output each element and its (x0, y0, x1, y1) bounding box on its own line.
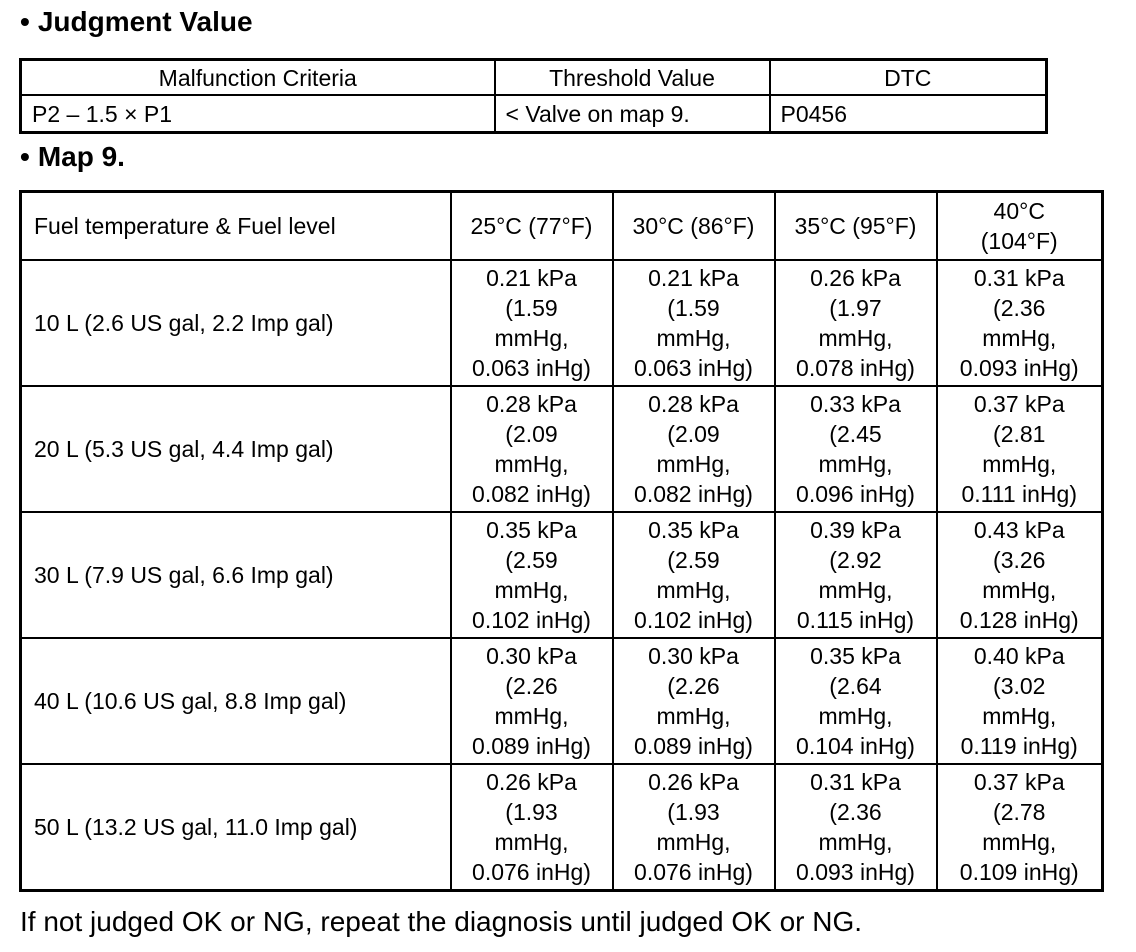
pressure-value-line: (2.45 (829, 421, 882, 447)
pressure-value-line: (3.02 (993, 673, 1046, 699)
pressure-value-line: (2.92 (829, 547, 882, 573)
pressure-value-line: 0.128 inHg) (959, 607, 1079, 633)
map-9-heading (20, 141, 125, 173)
map-row (21, 512, 1103, 638)
pressure-value-line: 0.063 inHg) (634, 355, 753, 381)
bullet-icon: • (20, 141, 30, 172)
pressure-threshold-cell (775, 764, 937, 891)
pressure-value-line: 0.26 kPa (810, 265, 901, 291)
pressure-value-line: (2.64 (829, 673, 882, 699)
pressure-value-line: (2.36 (993, 295, 1046, 321)
pressure-value-line: (2.59 (505, 547, 558, 573)
pressure-value-line: (1.59 (667, 295, 720, 321)
pressure-value-line: (2.09 (505, 421, 558, 447)
pressure-value-line: 0.43 kPa (973, 517, 1065, 543)
fuel-level-label: 10 L (2.6 US gal, 2.2 Imp gal) (21, 260, 451, 386)
malfunction-criteria-cell: P2 – 1.5 × P1 (21, 95, 495, 133)
pressure-threshold-cell (451, 638, 613, 764)
pressure-value-line: 0.096 inHg) (796, 481, 915, 507)
pressure-value-line: mmHg, (982, 325, 1057, 351)
pressure-value-line: (1.59 (505, 295, 558, 321)
fuel-level-label: 20 L (5.3 US gal, 4.4 Imp gal) (21, 386, 451, 512)
pressure-value-line: 0.37 kPa (973, 769, 1065, 795)
pressure-threshold-cell (775, 260, 937, 386)
pressure-value-line: 0.40 kPa (973, 643, 1065, 669)
pressure-value-line: 0.115 inHg) (796, 607, 915, 633)
temperature-header-line: 30°C (86°F) (632, 213, 755, 239)
map-9-title: Map 9. (37, 141, 125, 172)
pressure-value-line: mmHg, (656, 325, 731, 351)
pressure-threshold-cell (451, 386, 613, 512)
pressure-threshold-cell (937, 260, 1103, 386)
pressure-value-line: mmHg, (982, 703, 1057, 729)
pressure-value-line: (1.93 (505, 799, 558, 825)
pressure-value-line: (2.59 (667, 547, 720, 573)
pressure-value-line: 0.31 kPa (810, 769, 901, 795)
pressure-value-line: mmHg, (982, 829, 1057, 855)
judgment-value-title: Judgment Value (37, 6, 253, 37)
bullet-icon: • (20, 6, 30, 37)
pressure-value-line: 0.21 kPa (486, 265, 577, 291)
fuel-level-label: 40 L (10.6 US gal, 8.8 Imp gal) (21, 638, 451, 764)
pressure-value-line: 0.35 kPa (648, 517, 739, 543)
pressure-value-line: 0.26 kPa (648, 769, 739, 795)
temperature-header-line: 35°C (95°F) (794, 213, 917, 239)
pressure-value-line: mmHg, (818, 451, 893, 477)
pressure-value-line: mmHg, (494, 703, 569, 729)
pressure-value-line: 0.119 inHg) (960, 733, 1078, 759)
pressure-value-line: 0.30 kPa (486, 643, 577, 669)
judgment-header-row (21, 60, 1047, 96)
map-header-row (21, 192, 1103, 261)
pressure-value-line: 0.26 kPa (486, 769, 577, 795)
pressure-value-line: mmHg, (656, 829, 731, 855)
pressure-value-line: (2.78 (993, 799, 1046, 825)
pressure-threshold-cell (613, 638, 775, 764)
fuel-level-label: 50 L (13.2 US gal, 11.0 Imp gal) (21, 764, 451, 891)
pressure-value-line: 0.082 inHg) (634, 481, 753, 507)
map-row (21, 638, 1103, 764)
pressure-threshold-cell (937, 386, 1103, 512)
map-row (21, 764, 1103, 891)
temperature-header-3 (937, 192, 1103, 261)
judgment-row (21, 95, 1047, 133)
col-threshold-value: Threshold Value (495, 60, 770, 96)
pressure-value-line: (2.26 (667, 673, 720, 699)
pressure-value-line: 0.31 kPa (973, 265, 1065, 291)
col-dtc: DTC (770, 60, 1047, 96)
threshold-value-cell: < Valve on map 9. (495, 95, 770, 133)
pressure-value-line: 0.37 kPa (973, 391, 1065, 417)
pressure-threshold-cell (613, 512, 775, 638)
fuel-temp-level-header: Fuel temperature & Fuel level (21, 192, 451, 261)
pressure-value-line: (2.26 (505, 673, 558, 699)
pressure-value-line: (2.81 (993, 421, 1046, 447)
pressure-value-line: mmHg, (494, 829, 569, 855)
pressure-value-line: mmHg, (656, 703, 731, 729)
map-row (21, 386, 1103, 512)
map-row (21, 260, 1103, 386)
pressure-threshold-cell (613, 764, 775, 891)
pressure-value-line: 0.078 inHg) (796, 355, 915, 381)
temperature-header-line: 25°C (77°F) (470, 213, 593, 239)
pressure-value-line: 0.102 inHg) (472, 607, 591, 633)
pressure-threshold-cell (937, 638, 1103, 764)
map-table-body (21, 260, 1103, 891)
pressure-value-line: (2.09 (667, 421, 720, 447)
judgment-value-heading (20, 6, 253, 38)
pressure-value-line: mmHg, (982, 451, 1057, 477)
pressure-threshold-cell (775, 638, 937, 764)
pressure-value-line: 0.063 inHg) (472, 355, 591, 381)
pressure-value-line: mmHg, (818, 703, 893, 729)
pressure-value-line: 0.21 kPa (648, 265, 739, 291)
pressure-value-line: mmHg, (494, 451, 569, 477)
pressure-value-line: 0.28 kPa (648, 391, 739, 417)
pressure-value-line: (2.36 (829, 799, 882, 825)
pressure-value-line: 0.35 kPa (810, 643, 901, 669)
temperature-header-line: 40°C (993, 198, 1045, 224)
temperature-header-1 (613, 192, 775, 261)
pressure-value-line: 0.109 inHg) (959, 859, 1079, 885)
fuel-level-label: 30 L (7.9 US gal, 6.6 Imp gal) (21, 512, 451, 638)
temperature-header-line: (104°F) (980, 228, 1058, 254)
pressure-threshold-cell (775, 386, 937, 512)
pressure-value-line: 0.076 inHg) (634, 859, 753, 885)
pressure-threshold-cell (775, 512, 937, 638)
pressure-value-line: 0.33 kPa (810, 391, 901, 417)
pressure-value-line: (1.93 (667, 799, 720, 825)
pressure-value-line: 0.39 kPa (810, 517, 901, 543)
pressure-value-line: (3.26 (993, 547, 1046, 573)
pressure-value-line: 0.28 kPa (486, 391, 577, 417)
temperature-header-0 (451, 192, 613, 261)
pressure-threshold-cell (613, 386, 775, 512)
pressure-value-line: mmHg, (818, 325, 893, 351)
pressure-threshold-cell (937, 512, 1103, 638)
pressure-threshold-cell (937, 764, 1103, 891)
pressure-value-line: 0.076 inHg) (472, 859, 591, 885)
pressure-threshold-cell (451, 764, 613, 891)
footer-note: If not judged OK or NG, repeat the diagnosis until judged OK or NG. (20, 906, 863, 937)
pressure-value-line: 0.093 inHg) (959, 355, 1079, 381)
pressure-threshold-cell (451, 260, 613, 386)
map-9-table (19, 190, 1104, 892)
pressure-value-line: mmHg, (818, 577, 893, 603)
pressure-value-line: 0.102 inHg) (634, 607, 753, 633)
pressure-value-line: 0.082 inHg) (472, 481, 591, 507)
pressure-value-line: mmHg, (982, 577, 1057, 603)
pressure-value-line: mmHg, (818, 829, 893, 855)
pressure-value-line: mmHg, (656, 451, 731, 477)
pressure-value-line: 0.111 inHg) (961, 481, 1077, 507)
pressure-value-line: 0.35 kPa (486, 517, 577, 543)
pressure-threshold-cell (451, 512, 613, 638)
pressure-value-line: 0.093 inHg) (796, 859, 915, 885)
pressure-value-line: 0.089 inHg) (634, 733, 753, 759)
temperature-header-2 (775, 192, 937, 261)
pressure-value-line: mmHg, (494, 577, 569, 603)
pressure-value-line: mmHg, (656, 577, 731, 603)
dtc-cell: P0456 (770, 95, 1047, 133)
pressure-value-line: (1.97 (829, 295, 882, 321)
pressure-value-line: 0.104 inHg) (796, 733, 915, 759)
pressure-value-line: 0.30 kPa (648, 643, 739, 669)
pressure-value-line: mmHg, (494, 325, 569, 351)
col-malfunction-criteria: Malfunction Criteria (21, 60, 495, 96)
pressure-value-line: 0.089 inHg) (472, 733, 591, 759)
pressure-threshold-cell (613, 260, 775, 386)
judgment-table (19, 58, 1048, 134)
